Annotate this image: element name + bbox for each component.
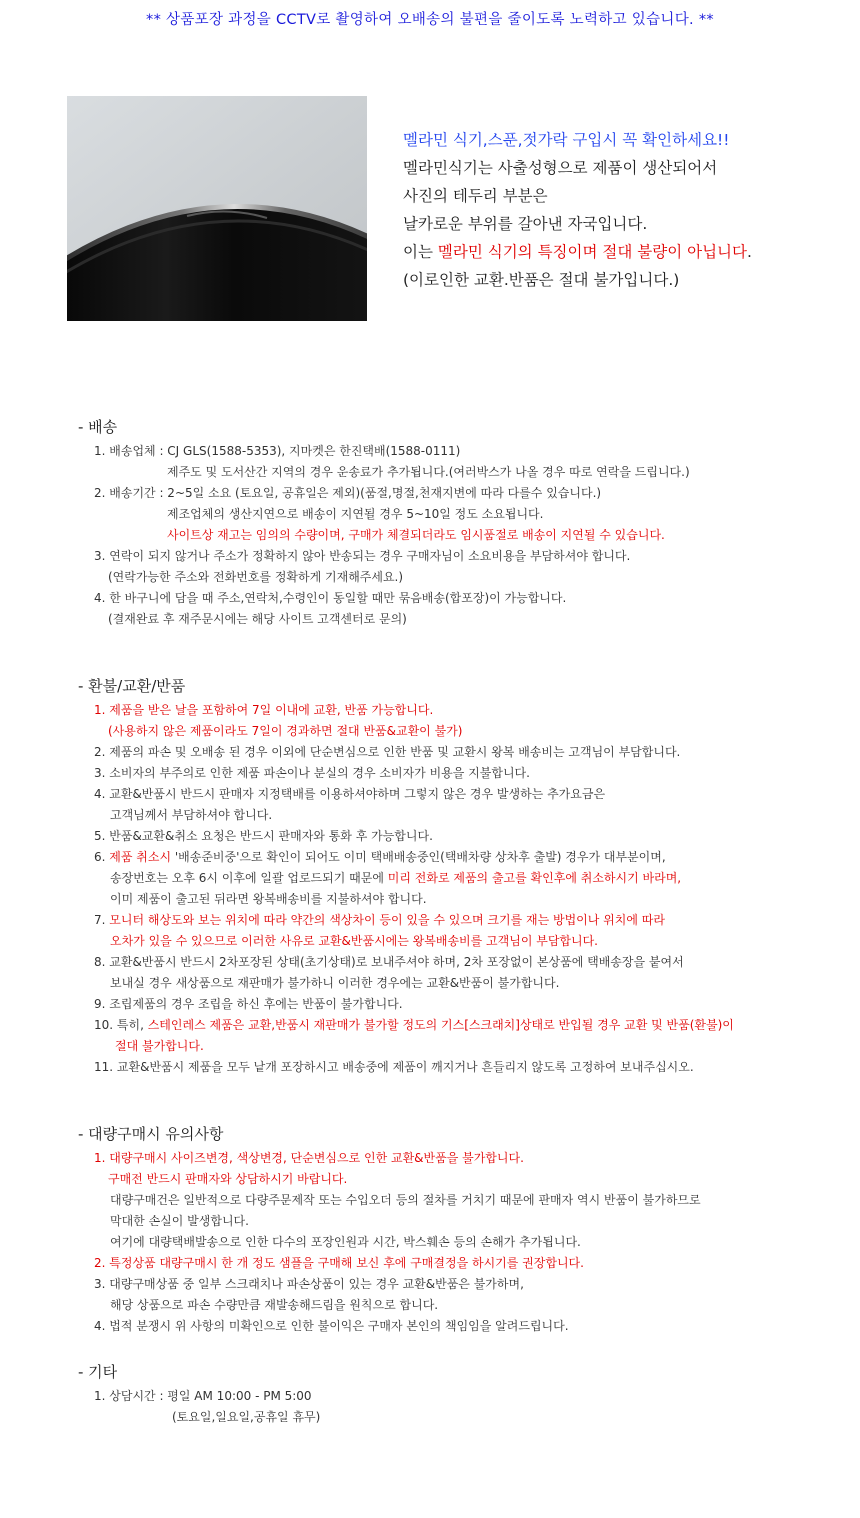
notice-highlight: 멜라민 식기의 특징이며 절대 불량이 아닙니다 (437, 243, 747, 261)
list-item: 1. 대량구매시 사이즈변경, 색상변경, 단순변심으로 인한 교환&반품을 불가합니다. (94, 1151, 524, 1165)
list-item: 3. 연락이 되지 않거나 주소가 정확하지 않아 반송되는 경우 구매자님이 소요비용을 부담하셔야 합니다. (94, 549, 631, 563)
list-item: 4. 교환&반품시 반드시 판매자 지정택배를 이용하셔야하며 그렇지 않은 경우 발생하는 추가요금은 (94, 787, 606, 801)
list-item: 3. 소비자의 부주의로 인한 제품 파손이나 분실의 경우 소비자가 비용을 지불합니다. (94, 766, 530, 780)
list-item: 오차가 있을 수 있으므로 이러한 사유로 교환&반품시에는 왕복배송비를 고객님이 부담합니다. (110, 934, 599, 948)
list-item: (연락가능한 주소와 전화번호를 정확하게 기재해주세요.) (108, 570, 404, 584)
notice-line: 날카로운 부위를 갈아낸 자국입니다. (403, 215, 648, 233)
list-item: 8. 교환&반품시 반드시 2차포장된 상태(초기상태)로 보내주셔야 하며, 2차 포장없이 본상품에 택배송장을 붙여서 (94, 955, 684, 969)
etc-list (94, 1386, 320, 1428)
notice-line: 이는 멜라민 식기의 특징이며 절대 불량이 아닙니다. (403, 243, 752, 261)
list-item: 3. 대량구매상품 중 일부 스크래치나 파손상품이 있는 경우 교환&반품은 불가하며, (94, 1277, 524, 1291)
list-item: 막대한 손실이 발생합니다. (110, 1214, 249, 1228)
list-item: 7. 모니터 해상도와 보는 위치에 따라 약간의 색상차이 등이 있을 수 있으며 크기를 재는 방법이나 위치에 따라 (94, 913, 665, 927)
list-item: 2. 배송기간 : 2~5일 소요 (토요일, 공휴일은 제외)(품절,명절,천재지변에 따라 다를수 있습니다.) (94, 486, 602, 500)
list-item: 제조업체의 생산지연으로 배송이 지연될 경우 5~10일 정도 소요됩니다. (167, 507, 544, 521)
list-item: 해당 상품으로 파손 수량만큼 재발송해드림을 원칙으로 합니다. (110, 1298, 439, 1312)
list-item: 10. 특히, 스테인레스 제품은 교환,반품시 재판매가 불가할 정도의 기스[스크래치]상태로 반입될 경우 교환 및 반품(환불)이 (94, 1018, 734, 1032)
list-item: 1. 상담시간 : 평일 AM 10:00 - PM 5:00 (94, 1389, 312, 1403)
list-item: 4. 법적 분쟁시 위 사항의 미확인으로 인한 불이익은 구매자 본인의 책임임을 알려드립니다. (94, 1319, 569, 1333)
bulk-list (94, 1148, 701, 1337)
notice-line: 사진의 테두리 부분은 (403, 187, 548, 205)
notice-line: (이로인한 교환.반품은 절대 불가입니다.) (403, 271, 680, 289)
list-item: 구매전 반드시 판매자와 상담하시기 바랍니다. (108, 1172, 348, 1186)
list-item: 1. 배송업체 : CJ GLS(1588-5353), 지마켓은 한진택배(1588-0111) (94, 444, 461, 458)
list-item: 5. 반품&교환&취소 요청은 반드시 판매자와 통화 후 가능합니다. (94, 829, 433, 843)
list-item: 절대 불가합니다. (115, 1039, 204, 1053)
shipping-list (94, 441, 690, 630)
cctv-banner: ** 상품포장 과정을 CCTV로 촬영하여 오배송의 불편을 줄이도록 노력하고 있습니다. ** (146, 12, 714, 28)
list-item: 11. 교환&반품시 제품을 모두 낱개 포장하시고 배송중에 제품이 깨지거나 흔들리지 않도록 고정하여 보내주십시오. (94, 1060, 694, 1074)
shipping-heading: - 배송 (78, 418, 118, 436)
list-item: 이미 제품이 출고된 뒤라면 왕복배송비를 지불하셔야 합니다. (110, 892, 427, 906)
list-item: 고객님께서 부담하셔야 합니다. (110, 808, 273, 822)
list-item: 2. 제품의 파손 및 오배송 된 경우 이외에 단순변심으로 인한 반품 및 교환시 왕복 배송비는 고객님이 부담합니다. (94, 745, 681, 759)
list-item: 6. 제품 취소시 '배송준비중'으로 확인이 되어도 이미 택배배송중인(택배차량 상차후 출발) 경우가 대부분이며, (94, 850, 666, 864)
melamine-bowl-photo (67, 96, 367, 321)
list-item: 송장번호는 오후 6시 이후에 일괄 업로드되기 때문에 미리 전화로 제품의 출고를 확인후에 취소하시기 바라며, (110, 871, 682, 885)
list-item: 대량구매건은 일반적으로 다량주문제작 또는 수입오더 등의 절차를 거치기 때문에 판매자 역시 반품이 불가하므로 (110, 1193, 701, 1207)
list-item: 여기에 대량택배발송으로 인한 다수의 포장인원과 시간, 박스훼손 등의 손해가 추가됩니다. (110, 1235, 581, 1249)
notice-line: 멜라민식기는 사출성형으로 제품이 생산되어서 (403, 159, 718, 177)
melamine-notice (403, 126, 752, 294)
list-item: 4. 한 바구니에 담을 때 주소,연락처,수령인이 동일할 때만 묶음배송(합포장)이 가능합니다. (94, 591, 567, 605)
list-item: (토요일,일요일,공휴일 휴무) (172, 1410, 321, 1424)
refund-heading: - 환불/교환/반품 (78, 677, 186, 695)
list-item: 사이트상 재고는 임의의 수량이며, 구매가 체결되더라도 임시품절로 배송이 지연될 수 있습니다. (167, 528, 665, 542)
refund-list (94, 700, 734, 1078)
list-item: 2. 특정상품 대량구매시 한 개 정도 샘플을 구매해 보신 후에 구매결정을 하시기를 권장합니다. (94, 1256, 584, 1270)
list-item: (사용하지 않은 제품이라도 7일이 경과하면 절대 반품&교환이 불가) (108, 724, 463, 738)
notice-title: 멜라민 식기,스푼,젓가락 구입시 꼭 확인하세요!! (403, 131, 730, 149)
list-item: (결재완료 후 재주문시에는 해당 사이트 고객센터로 문의) (108, 612, 407, 626)
list-item: 보내실 경우 새상품으로 재판매가 불가하니 이러한 경우에는 교환&반품이 불가합니다. (110, 976, 560, 990)
list-item: 9. 조립제품의 경우 조립을 하신 후에는 반품이 불가합니다. (94, 997, 403, 1011)
list-item: 1. 제품을 받은 날을 포함하여 7일 이내에 교환, 반품 가능합니다. (94, 703, 434, 717)
list-item: 제주도 및 도서산간 지역의 경우 운송료가 추가됩니다.(여러박스가 나올 경우 따로 연락을 드립니다.) (167, 465, 690, 479)
bulk-heading: - 대량구매시 유의사항 (78, 1125, 224, 1143)
etc-heading: - 기타 (78, 1363, 118, 1381)
